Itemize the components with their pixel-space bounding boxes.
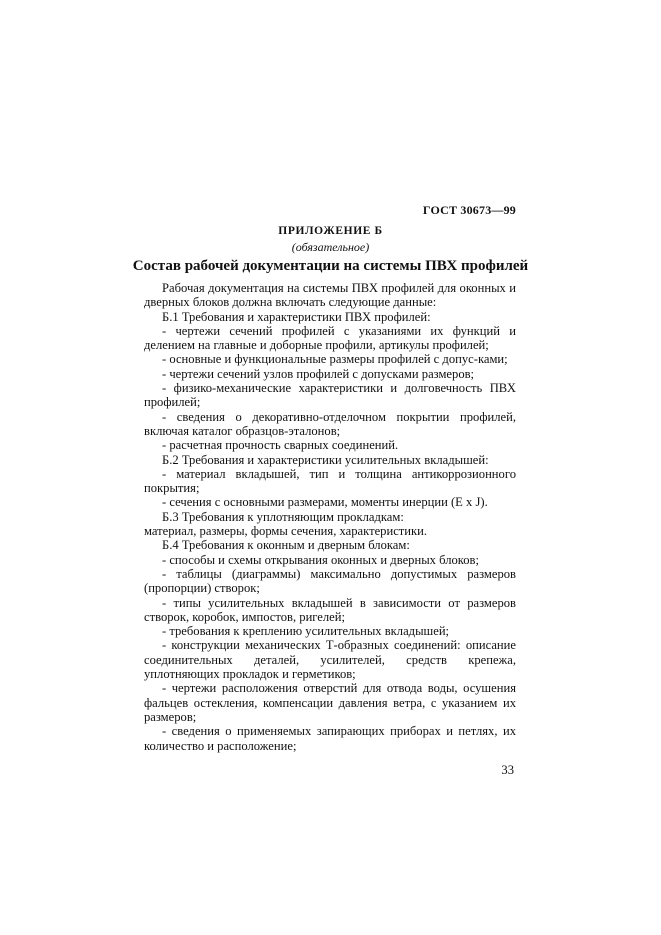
paragraph-b4-heading: Б.4 Требования к оконным и дверным блокам: bbox=[162, 538, 410, 553]
list-item: - физико-механические характеристики и долговечность ПВХ профилей; bbox=[144, 381, 516, 410]
standard-code: ГОСТ 30673—99 bbox=[422, 203, 516, 217]
list-item: - типы усилительных вкладышей в зависимости от размеров створок, коробок, импостов, ригелей; bbox=[144, 595, 516, 624]
paragraph-b2-heading: Б.2 Требования и характеристики усилительных вкладышей: bbox=[162, 452, 489, 467]
list-item: - чертежи сечений профилей с указаниями их функций и делением на главные и доборные профили, артикулы профилей; bbox=[144, 323, 516, 353]
page-number: 33 bbox=[501, 763, 514, 777]
paragraph-b1-heading: Б.1 Требования и характеристики ПВХ профилей: bbox=[162, 309, 431, 324]
list-item: - чертежи сечений узлов профилей с допусками размеров; bbox=[162, 366, 475, 381]
list-item: - материал вкладышей, тип и толщина антикоррозионного покрытия; bbox=[144, 466, 516, 496]
list-item: - чертежи расположения отверстий для отвода воды, осушения фальцев остекления, компенсации давления ветра, с указанием их размеров; bbox=[144, 681, 516, 724]
paragraph-intro: Рабочая документация на системы ПВХ профилей для оконных и дверных блоков должна включать следующие данные: bbox=[144, 281, 516, 310]
list-item: - способы и схемы открывания оконных и дверных блоков; bbox=[162, 552, 480, 567]
paragraph-b3-heading: Б.3 Требования к уплотняющим прокладкам: bbox=[162, 509, 404, 524]
list-item: материал, размеры, формы сечения, характеристики. bbox=[144, 524, 428, 539]
appendix-title: ПРИЛОЖЕНИЕ Б bbox=[278, 225, 383, 237]
list-item: - сечения с основными размерами, моменты инерции (E x J). bbox=[162, 495, 488, 510]
list-item: - требования к креплению усилительных вкладышей; bbox=[162, 624, 450, 639]
list-item: - основные и функциональные размеры профилей с допус-ками; bbox=[162, 352, 508, 367]
appendix-note: (обязательное) bbox=[291, 240, 370, 254]
list-item: - таблицы (диаграммы) максимально допустимых размеров (пропорции) створок; bbox=[144, 566, 516, 596]
section-heading: Состав рабочей документации на системы ПВХ профилей bbox=[132, 258, 529, 274]
list-item: - расчетная прочность сварных соединений. bbox=[162, 438, 399, 453]
body-text bbox=[144, 281, 516, 753]
list-item: - сведения о декоративно-отделочном покрытии профилей, включая каталог образцов-эталонов; bbox=[144, 409, 516, 438]
list-item: - конструкции механических Т-образных соединений: описание соединительных деталей, усилителей, средств крепежа, уплотняющих прокладок и герметиков; bbox=[144, 638, 516, 682]
list-item: - сведения о применяемых запирающих приборах и петлях, их количество и расположение; bbox=[144, 724, 516, 753]
